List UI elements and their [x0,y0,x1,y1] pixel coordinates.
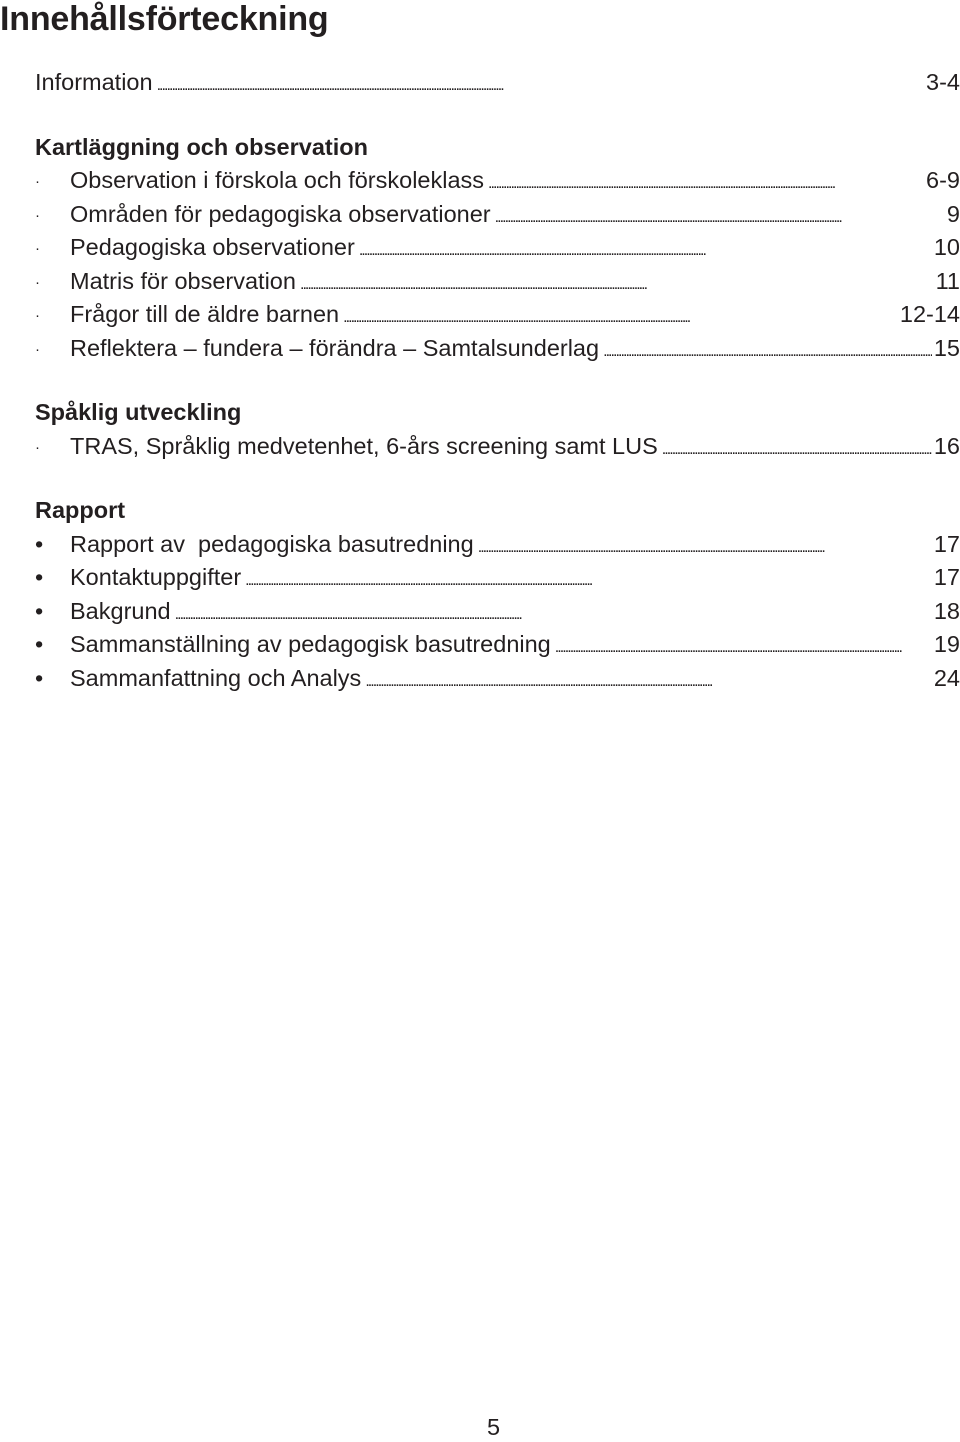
page-title: Innehållsförteckning [0,0,329,38]
bullet-dot: · [35,206,40,224]
toc-entry-text: Pedagogiska observationer [70,234,355,260]
toc-entry-text: Matris för observation [70,267,296,294]
section-heading: Kartläggning och observation [35,133,368,160]
page-number: 5 [486,1414,501,1440]
bullet-dot: • [35,530,44,557]
dot-leader [478,528,932,565]
toc-entry-text: Observation i förskola och förskoleklass [70,167,485,193]
toc-entry-text: Sammanställning av pedagogisk basutredning [70,631,551,657]
bullet-dot: • [35,631,44,657]
toc-entry-text: Frågor till de äldre barnen [70,301,340,327]
toc-entry-information [35,66,960,100]
bullet-dot: · [35,340,40,358]
table-of-contents [35,66,960,726]
dot-leader [603,332,932,369]
bullet-dot: • [35,664,44,691]
toc-page-number: 18 [933,597,960,624]
section-heading: Spåklig utveckling [35,399,242,425]
dot-leader [488,164,924,201]
dot-leader [175,595,932,632]
dot-leader [343,298,898,335]
bullet-dot: · [35,273,40,291]
dot-leader [555,628,932,665]
bullet-dot: • [35,564,44,590]
toc-entry-text: Sammanfattning och Analys [70,664,362,691]
dot-leader [365,662,932,699]
toc-entry [35,198,960,232]
toc-page-number: 17 [933,530,960,557]
dot-leader [300,265,934,302]
toc-page-number: 12-14 [899,301,960,327]
toc-section-spaklig-utveckling [35,396,960,463]
toc-page-number: 15 [933,334,960,361]
toc-entry [35,332,960,366]
toc-page-number: 24 [933,664,960,691]
toc-page-number: 3-4 [926,69,960,95]
toc-entry-text: Information [35,69,153,95]
toc-entry-text: Rapport av pedagogiska basutredning [70,530,474,557]
bullet-dot: · [35,240,40,257]
toc-entry-text: Bakgrund [70,597,171,624]
toc-entry [35,662,960,696]
toc-entry [35,164,960,198]
toc-section-kartlaggning [35,131,960,366]
bullet-dot: · [35,307,40,324]
toc-entry-text: Reflektera – fundera – förändra – Samtalsunderlag [70,334,600,361]
bullet-dot: · [35,173,40,190]
toc-entry [35,430,960,464]
toc-entry [35,265,960,299]
toc-page-number: 9 [946,200,960,227]
bullet-dot: · [35,438,40,456]
dot-leader [157,66,924,103]
toc-entry-text: Områden för pedagogiska observationer [70,200,491,227]
toc-page-number: 17 [933,564,960,590]
toc-page-number: 19 [933,631,960,657]
toc-page-number: 10 [933,234,960,260]
dot-leader [245,561,932,598]
toc-page-number: 11 [935,267,960,294]
toc-entry-text: TRAS, Språklig medvetenhet, 6-års screening samt LUS [70,432,658,459]
dot-leader [359,231,932,268]
dot-leader [495,198,945,235]
toc-entry [35,628,960,662]
toc-entry-text: Kontaktuppgifter [70,564,242,590]
toc-entry [35,595,960,629]
toc-page-number: 6-9 [926,167,960,193]
bullet-dot: • [35,597,44,624]
section-heading: Rapport [35,497,126,523]
toc-entry [35,561,960,595]
toc-entry [35,298,960,332]
toc-section-rapport [35,494,960,695]
dot-leader [662,430,932,467]
toc-entry [35,231,960,265]
toc-entry [35,528,960,562]
toc-page-number: 16 [933,432,960,459]
